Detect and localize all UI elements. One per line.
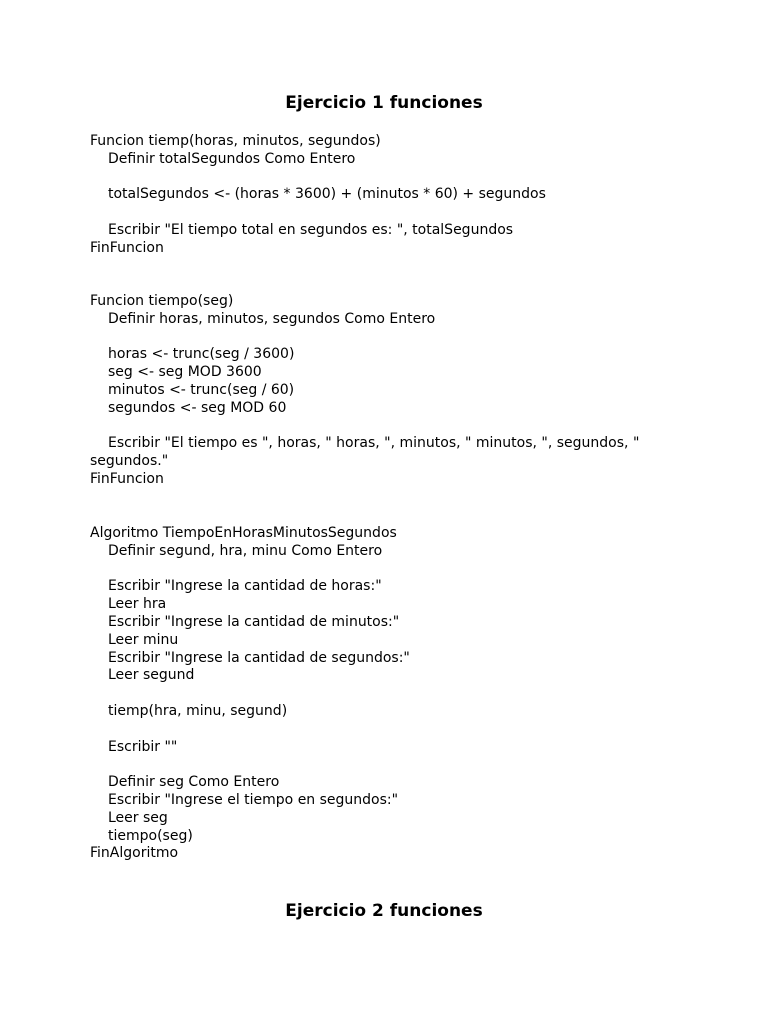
code-line-blank — [90, 561, 690, 579]
code-line-blank — [90, 204, 690, 222]
code-line: Leer seg — [108, 809, 168, 826]
heading-ejercicio-1: Ejercicio 1 funciones — [285, 93, 483, 113]
code-block-funcion-tiempo — [90, 293, 690, 489]
code-line: Escribir "El tiempo es ", horas, " horas, ", minutos, " minutos, ", segundos, " — [108, 435, 640, 452]
code-line: tiemp(hra, minu, segund) — [108, 702, 288, 719]
code-line: segundos." — [90, 453, 169, 470]
code-line: totalSegundos <- (horas * 3600) + (minutos * 60) + segundos — [108, 186, 546, 203]
code-line: Leer minu — [108, 631, 179, 648]
code-line: Algoritmo TiempoEnHorasMinutosSegundos — [90, 525, 397, 541]
code-block-algoritmo — [90, 525, 690, 863]
code-line: Leer hra — [108, 596, 167, 613]
code-line-blank — [90, 169, 690, 187]
code-line: FinFuncion — [90, 239, 164, 256]
code-line: Definir horas, minutos, segundos Como Entero — [108, 310, 436, 327]
code-line: minutos <- trunc(seg / 60) — [108, 381, 295, 398]
code-line: FinFuncion — [90, 470, 164, 487]
code-line: Escribir "" — [108, 738, 178, 755]
code-line: segundos <- seg MOD 60 — [108, 399, 287, 416]
code-line: Escribir "Ingrese la cantidad de horas:" — [108, 578, 382, 595]
code-line: Funcion tiempo(seg) — [90, 293, 234, 309]
code-line: Escribir "El tiempo total en segundos es: ", totalSegundos — [108, 221, 514, 238]
code-line: Definir seg Como Entero — [108, 774, 280, 791]
code-line: Escribir "Ingrese la cantidad de segundos:" — [108, 649, 410, 666]
code-line: tiempo(seg) — [108, 827, 193, 844]
code-line: Definir segund, hra, minu Como Entero — [108, 542, 383, 559]
code-line-blank — [90, 721, 690, 739]
code-line-blank — [90, 756, 690, 774]
code-line: Definir totalSegundos Como Entero — [108, 150, 356, 167]
code-line: Escribir "Ingrese el tiempo en segundos:" — [108, 791, 399, 808]
code-line-blank — [90, 685, 690, 703]
code-line: Leer segund — [108, 667, 195, 684]
code-block-funcion-tiemp — [90, 133, 690, 258]
code-line: seg <- seg MOD 3600 — [108, 364, 262, 381]
code-line-blank — [90, 418, 690, 436]
code-line-blank — [90, 329, 690, 347]
code-line: Funcion tiemp(horas, minutos, segundos) — [90, 133, 381, 149]
code-line: Escribir "Ingrese la cantidad de minutos:" — [108, 613, 400, 630]
code-line: horas <- trunc(seg / 3600) — [108, 346, 295, 363]
heading-ejercicio-2: Ejercicio 2 funciones — [285, 901, 483, 921]
code-line: FinAlgoritmo — [90, 845, 179, 862]
